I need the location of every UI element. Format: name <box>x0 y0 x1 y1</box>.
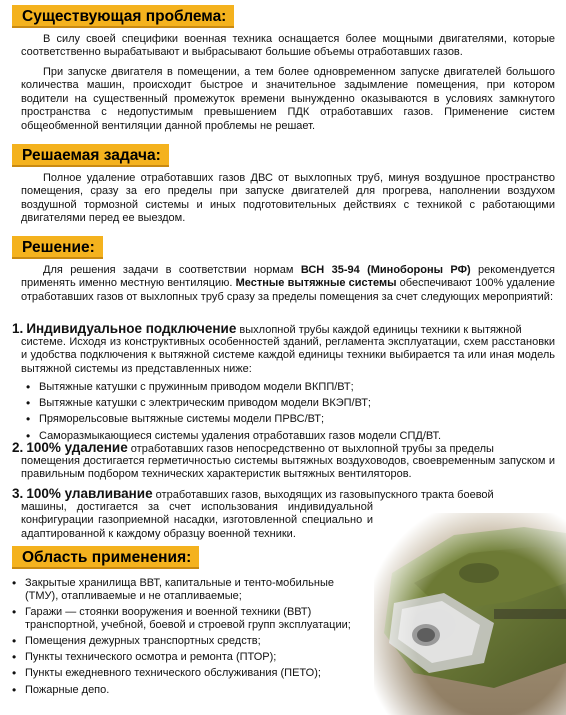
list-item: • Помещения дежурных транспортных средств; <box>10 635 362 648</box>
section-title-problem: Существующая проблема: <box>12 5 234 28</box>
list-item: • Пункты технического осмотра и ремонта (ПТОР); <box>10 651 362 664</box>
section-title-scope: Область применения: <box>12 546 199 569</box>
section-title-solution: Решение: <box>12 236 103 259</box>
solution-item-2-head: 2. 100% удаление отработавших газов непосредственно от выхлопной трубы за пределы <box>12 440 494 455</box>
solution-item-3-text: машины, достигается за счет использования индивидуальной конфигурации газоприемной насадки, изготовленной специально и адаптированной к каждому образцу военной техники. <box>21 501 373 540</box>
solution-item-2-text: помещения достигается герметичностью системы вытяжных воздуховодов, своевременным запуском и правильным подбором технических характеристик вытяжных вентиляторов. <box>21 455 555 481</box>
scope-list <box>10 577 362 697</box>
list-item: • Пожарные депо. <box>10 684 362 697</box>
task-paragraph: Полное удаление отработавших газов ДВС от выхлопных труб, минуя воздушное пространство помещения, сразу за его пределы при запуске двигателей для прогрева, наполнении воздухом воздушной тормозной системы и иных подготовительных действиях с техникой с работающими двигателями перед ее выездом. <box>21 172 555 225</box>
military-vehicle-exhaust-photo <box>374 513 566 715</box>
list-item: • Пряморельсовые вытяжные системы модели ПРВС/ВТ; <box>24 411 554 427</box>
list-item: • Вытяжные катушки с пружинным приводом модели ВКПП/ВТ; <box>24 379 554 395</box>
solution-item-1-text: системе. Исходя из конструктивных особенностей зданий, регламента эксплуатации, схем расстановки и удобства подключения к вытяжной системе каждой единицы техники выбирается та или иная модель вытяжной системы из представленных ниже: <box>21 336 555 375</box>
problem-paragraph-2: При запуске двигателя в помещении, а тем более одновременном запуске двигателей большого количества машин, происходит быстрое и значительное задымление помещения, при котором водители на существенный промежуток времени вынужденно оказываются в условиях замкнутого пространства с недопустимым превышением ПДК отработавших газов. Применение систем общеобменной вентиляции данной проблемы не решает. <box>21 66 555 132</box>
solution-intro: Для решения задачи в соответствии нормам ВСН 35-94 (Минобороны РФ) рекомендуется применять именно местную вентиляцию. Местные вытяжные системы обеспечивают 100% удаление отработавших газов от выхлопных труб сразу за пределы помещения за счет следующих мероприятий: <box>21 264 555 303</box>
solution-item-3-head: 3. 100% улавливание отработавших газов, выходящих из газовыпускного тракта боевой <box>12 486 494 501</box>
solution-item-1-head: 1. Индивидуальное подключение выхлопной трубы каждой единицы техники к вытяжной <box>12 321 522 336</box>
section-title-task: Решаемая задача: <box>12 144 169 167</box>
problem-paragraph-1: В силу своей специфики военная техника оснащается более мощными двигателями, которые соответственно вырабатывают и выбрасывают большие объемы отработавших газов. <box>21 33 555 59</box>
solution-item-1-bullets <box>24 379 554 444</box>
list-item: • Пункты ежедневного технического обслуживания (ПЕТО); <box>10 667 362 680</box>
list-item: • Гаражи — стоянки вооружения и военной техники (ВВТ) транспортной, учебной, боевой и строевой групп эксплуатации; <box>10 606 362 633</box>
list-item: • Саморазмыкающиеся системы удаления отработавших газов модели СПД/ВТ. <box>24 428 554 444</box>
list-item: • Закрытые хранилища ВВТ, капитальные и тенто-мобильные (ТМУ), отапливаемые и не отапливаемые; <box>10 577 362 604</box>
list-item: • Вытяжные катушки с электрическим приводом модели ВКЭП/ВТ; <box>24 395 554 411</box>
